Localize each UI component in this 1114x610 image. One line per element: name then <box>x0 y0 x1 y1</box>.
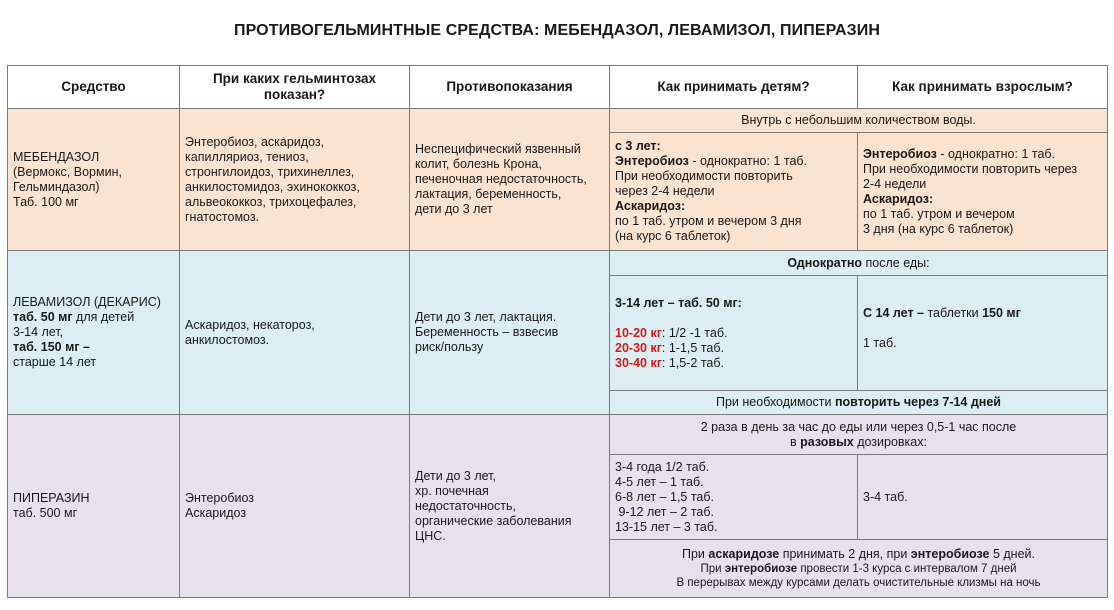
contra-line: Неспецифический язвенный <box>415 142 581 156</box>
indication-line: гнатостомоз. <box>185 209 260 224</box>
after-meal: после еды: <box>862 255 930 270</box>
schedule-line <box>615 435 1102 450</box>
weight-label: 30-40 кг <box>615 355 662 370</box>
kids-ascar-label: Аскаридоз: <box>615 199 686 213</box>
drug-name: МЕБЕНДАЗОЛ <box>13 149 100 164</box>
entero-bold: энтеробиозе <box>910 547 990 561</box>
once-label: Однократно <box>787 255 863 270</box>
schedule-line: 2 раза в день за час до еды или через 0,5-1 час после <box>700 419 1017 434</box>
table-header-row <box>8 66 1108 109</box>
kids-dose-line: 13-15 лет – 3 таб. <box>615 519 718 534</box>
tab50: таб. 50 мг <box>13 310 73 324</box>
drug-brands: Гельминдазол) <box>13 179 100 194</box>
adults-ascar: по 1 таб. утром и вечером <box>863 206 1015 221</box>
adults-repeat: 2-4 недели <box>863 176 927 191</box>
levamisole-common-instruction <box>610 251 1108 276</box>
kids-dose-line: 3-4 года 1/2 таб. <box>615 459 710 474</box>
weight-row <box>615 341 852 356</box>
anthelmintic-table <box>7 65 1108 598</box>
drug-name: ЛЕВАМИЗОЛ (ДЕКАРИС) <box>13 295 161 309</box>
table-row-mebendazole-top <box>8 109 1108 133</box>
contra-line: лактация, беременность, <box>415 187 562 201</box>
contra-line: риск/пользу <box>415 340 484 354</box>
adult-mg: 150 мг <box>982 306 1021 320</box>
drug-tablet: Таб. 100 мг <box>13 194 79 209</box>
levamisole-adults-cell <box>858 276 1108 391</box>
kids-repeat: через 2-4 недели <box>615 184 715 198</box>
piperazine-course-note <box>610 540 1108 598</box>
adults-entero <box>863 147 1102 162</box>
levamisole-repeat-note <box>610 391 1108 415</box>
weight-dose: : 1/2 -1 таб. <box>661 325 728 340</box>
table-row-piperazine-top <box>8 415 1108 455</box>
course-line <box>615 562 1102 576</box>
header-adults: Как принимать взрослым? <box>858 66 1108 109</box>
header-drug: Средство <box>8 66 180 109</box>
drug-name: ПИПЕРАЗИН <box>13 491 90 505</box>
mebendazole-contra-cell <box>410 109 610 251</box>
weight-row <box>615 326 852 341</box>
contra-line: органические заболевания <box>415 513 572 528</box>
text: При <box>681 547 709 561</box>
levamisole-kids-cell <box>610 276 858 391</box>
schedule-pre: в <box>790 434 801 449</box>
entero-text: - однократно: 1 таб. <box>688 154 808 168</box>
contra-line: Дети до 3 лет, <box>415 468 496 483</box>
schedule-post: дозировках: <box>853 434 927 449</box>
table-row-levamisole-top <box>8 251 1108 276</box>
spacer <box>615 311 852 326</box>
text: принимать 2 дня, при <box>779 547 911 561</box>
kids-dose-line: 6-8 лет – 1,5 таб. <box>615 489 715 504</box>
piperazine-adults-cell: 3-4 таб. <box>858 455 1108 540</box>
piperazine-contra-cell <box>410 415 610 598</box>
kids-head: 3-14 лет – таб. 50 мг: <box>615 295 742 310</box>
mebendazole-kids-cell <box>610 133 858 251</box>
indication-line: альвеококкоз, трихоцефалез, <box>185 194 357 209</box>
schedule-bold: разовых <box>800 434 854 449</box>
kids-dose-line: 9-12 лет – 2 таб. <box>615 504 715 519</box>
indication-line: Аскаридоз, некатороз, <box>185 317 315 332</box>
adult-head <box>863 306 1102 321</box>
drug-brands: (Вермокс, Вормин, <box>13 164 122 179</box>
kids-entero <box>615 154 852 169</box>
contra-line: ЦНС. <box>415 528 446 543</box>
entero-label: Энтеробиоз <box>615 154 689 168</box>
entero-text: - однократно: 1 таб. <box>936 146 1056 161</box>
indication-line: Энтеробиоз, аскаридоз, <box>185 134 325 149</box>
course-line <box>615 547 1102 562</box>
adults-ascar-label: Аскаридоз: <box>863 191 934 206</box>
weight-dose: : 1-1,5 таб. <box>661 340 724 355</box>
kids-ascar: по 1 таб. утром и вечером 3 дня <box>615 214 802 228</box>
weight-dose: : 1,5-2 таб. <box>661 355 724 370</box>
levamisole-contra-cell <box>410 251 610 415</box>
contra-line: дети до 3 лет <box>415 202 493 216</box>
contra-line: хр. почечная <box>415 483 489 498</box>
piperazine-common-instruction <box>610 415 1108 455</box>
indication-line: анкилостомоз. <box>185 332 270 347</box>
drug-tablet: таб. 500 мг <box>13 506 78 520</box>
mebendazole-common-instruction: Внутрь с небольшим количеством воды. <box>610 109 1108 133</box>
entero-label: Энтеробиоз <box>863 146 937 161</box>
indication-line: Энтеробиоз <box>185 491 255 505</box>
adults-repeat: При необходимости повторить через <box>863 161 1078 176</box>
kids-ascar: (на курс 6 таблеток) <box>615 229 731 243</box>
contra-line: колит, болезнь Крона, <box>415 157 542 171</box>
adults-ascar: 3 дня (на курс 6 таблеток) <box>863 221 1014 236</box>
text: 5 дней. <box>989 547 1035 561</box>
weight-label: 20-30 кг <box>615 340 662 355</box>
contra-line: Дети до 3 лет, лактация. <box>415 310 557 324</box>
indication-line: анкилостомидоз, эхинококкоз, <box>185 179 360 194</box>
contra-line: недостаточность, <box>415 498 516 513</box>
drug-tablet <box>13 310 174 325</box>
header-indications: При каких гельминтозах показан? <box>180 66 410 109</box>
adult-age: С 14 лет – <box>863 306 924 320</box>
piperazine-kids-cell <box>610 455 858 540</box>
mebendazole-indications-cell <box>180 109 410 251</box>
indication-line: капилляриоз, тениоз, <box>185 149 309 164</box>
weight-label: 10-20 кг <box>615 325 662 340</box>
repeat-pre: При необходимости <box>716 395 835 409</box>
mebendazole-adults-cell <box>858 133 1108 251</box>
indication-line: Аскаридоз <box>185 506 247 520</box>
piperazine-drug-cell <box>8 415 180 598</box>
adult-dose: 1 таб. <box>863 336 897 350</box>
piperazine-indications-cell <box>180 415 410 598</box>
entero-bold: энтеробиозе <box>724 563 798 575</box>
course-line: В перерывах между курсами делать очистительные клизмы на ночь <box>676 577 1041 589</box>
adult-tabs: таблетки <box>924 306 983 320</box>
spacer <box>863 321 1102 336</box>
indication-line: стронгилоидоз, трихинеллез, <box>185 164 355 179</box>
mebendazole-drug-cell <box>8 109 180 251</box>
text: При <box>700 563 725 575</box>
kids-repeat: При необходимости повторить <box>615 169 793 183</box>
kids-age: с 3 лет: <box>615 139 661 153</box>
header-kids: Как принимать детям? <box>610 66 858 109</box>
weight-row <box>615 356 852 371</box>
kids-dose-line: 4-5 лет – 1 таб. <box>615 474 704 489</box>
text: провести 1-3 курса с интервалом 7 дней <box>797 563 1017 575</box>
page-title: ПРОТИВОГЕЛЬМИНТНЫЕ СРЕДСТВА: МЕБЕНДАЗОЛ, ЛЕВАМИЗОЛ, ПИПЕРАЗИН <box>234 22 880 39</box>
drug-age: старше 14 лет <box>13 355 97 369</box>
tab150: таб. 150 мг – <box>13 340 90 354</box>
levamisole-drug-cell <box>8 251 180 415</box>
drug-age: 3-14 лет, <box>13 325 64 339</box>
contra-line: печеночная недостаточность, <box>415 172 587 186</box>
header-contraindications: Противопоказания <box>410 66 610 109</box>
repeat-bold: повторить через 7-14 дней <box>834 395 1001 409</box>
tab50-rest: для детей <box>72 310 135 324</box>
levamisole-indications-cell <box>180 251 410 415</box>
ascar-bold: аскаридозе <box>708 547 780 561</box>
contra-line: Беременность – взвесив <box>415 325 559 339</box>
